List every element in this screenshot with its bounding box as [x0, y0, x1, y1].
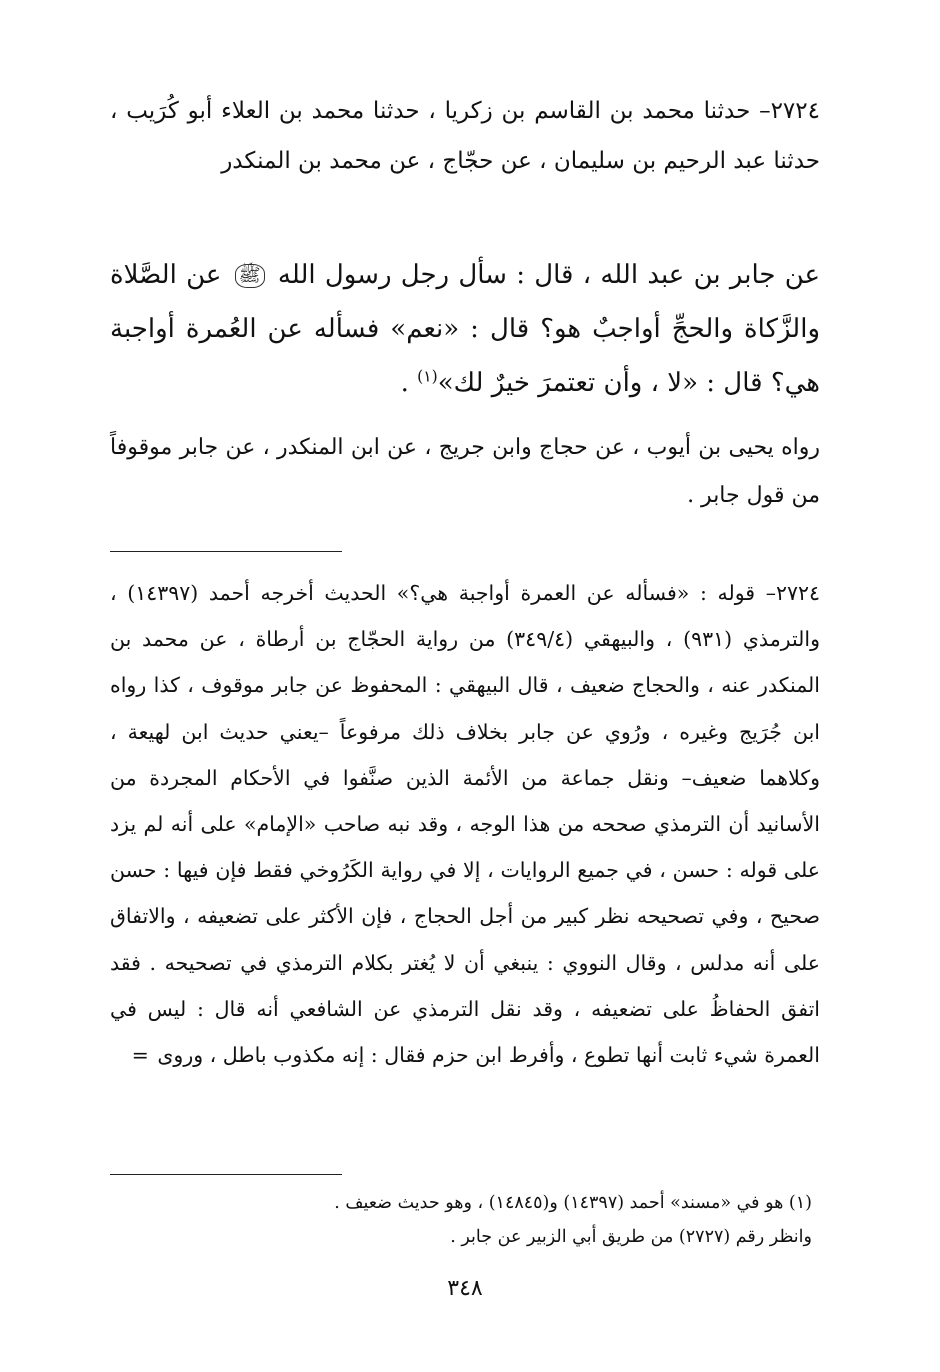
- footnote-reference[interactable]: (١): [417, 367, 438, 386]
- commentary-body: ٢٧٢٤– قوله : «فسأله عن العمرة أواجبة هي؟» الحديث أخرجه أحمد (١٤٣٩٧) ، والترمذي (٩٣١) ، والبيهقي (٣٤٩/٤) من رواية الحجّاج بن أرطاة ، عن محمد بن المنكدر عنه ، والحجاج ضعيف ، قال البيهقي : المحفوظ عن جابر موقوف ، كذا رواه ابن جُرَيج وغيره ، ورُوي عن جابر بخلاف ذلك مرفوعاً –يعني حديث ابن لهيعة ، وكلاهما ضعيف– ونقل جماعة من الأئمة الذين صنَّفوا في الأحكام المجردة من الأسانيد أن الترمذي صححه من هذا الوجه ، وقد نبه صاحب «الإمام» على أنه لم يزد على قوله : حسن ، في جميع الروايات ، إلا في رواية الكَرُوخي فقط فإن فيها : حسن صحيح ، وفي تصحيحه نظر كبير من أجل الحجاج ، فإن الأكثر على تضعيفه ، والاتفاق على أنه مدلس ، وقال النووي : ينبغي أن لا يُغتر بكلام الترمذي في تصحيحه . فقد اتفق الحفاظُ على تضعيفه ، وقد نقل الترمذي عن الشافعي أنه قال : ليس في العمرة شيء ثابت أنها تطوع ، وأفرط ابن حزم فقال : إنه مكذوب باطل ، وروى: [110, 581, 821, 1068]
- matn-end: .: [400, 368, 418, 398]
- hadith-riwaya-note: رواه يحيى بن أيوب ، عن حجاج وابن جريج ، عن ابن المنكدر ، عن جابر موقوفاً من قول جابر .: [110, 435, 820, 508]
- matn-opening: عن جابر بن عبد الله ، قال : سأل رجل رسول الله: [277, 260, 821, 290]
- footnote-1: (١) هو في «مسند» أحمد (١٤٣٩٧) و(١٤٨٤٥) ، وهو حديث ضعيف .: [334, 1193, 812, 1213]
- continuation-mark: =: [131, 1043, 149, 1068]
- matn-body: عن الصَّلاة والزَّكاة والحجِّ أواجبٌ هو؟ قال : «نعم» فسأله عن العُمرة أواجبة هي؟ قال : «لا ، وأن تعتمرَ خيرٌ لك»: [110, 260, 820, 398]
- commentary-text: [110, 570, 820, 1078]
- footnotes: [110, 1186, 820, 1254]
- footnote-separator: [110, 1174, 342, 1175]
- commentary-separator: [110, 551, 342, 552]
- book-page: [110, 0, 820, 1372]
- footnote-cross-reference: وانظر رقم (٢٧٢٧) من طريق أبي الزبير عن جابر .: [450, 1227, 812, 1247]
- hadith-matn: [110, 248, 820, 410]
- salawat-honorific-icon: ﷺ: [235, 264, 265, 288]
- page-number: ٣٤٨: [447, 1276, 483, 1301]
- hadith-isnad: ٢٧٢٤– حدثنا محمد بن القاسم بن زكريا ، حدثنا محمد بن العلاء أبو كُرَيب ، حدثنا عبد الرحيم بن سليمان ، عن حجّاج ، عن محمد بن المنكدر: [110, 98, 820, 174]
